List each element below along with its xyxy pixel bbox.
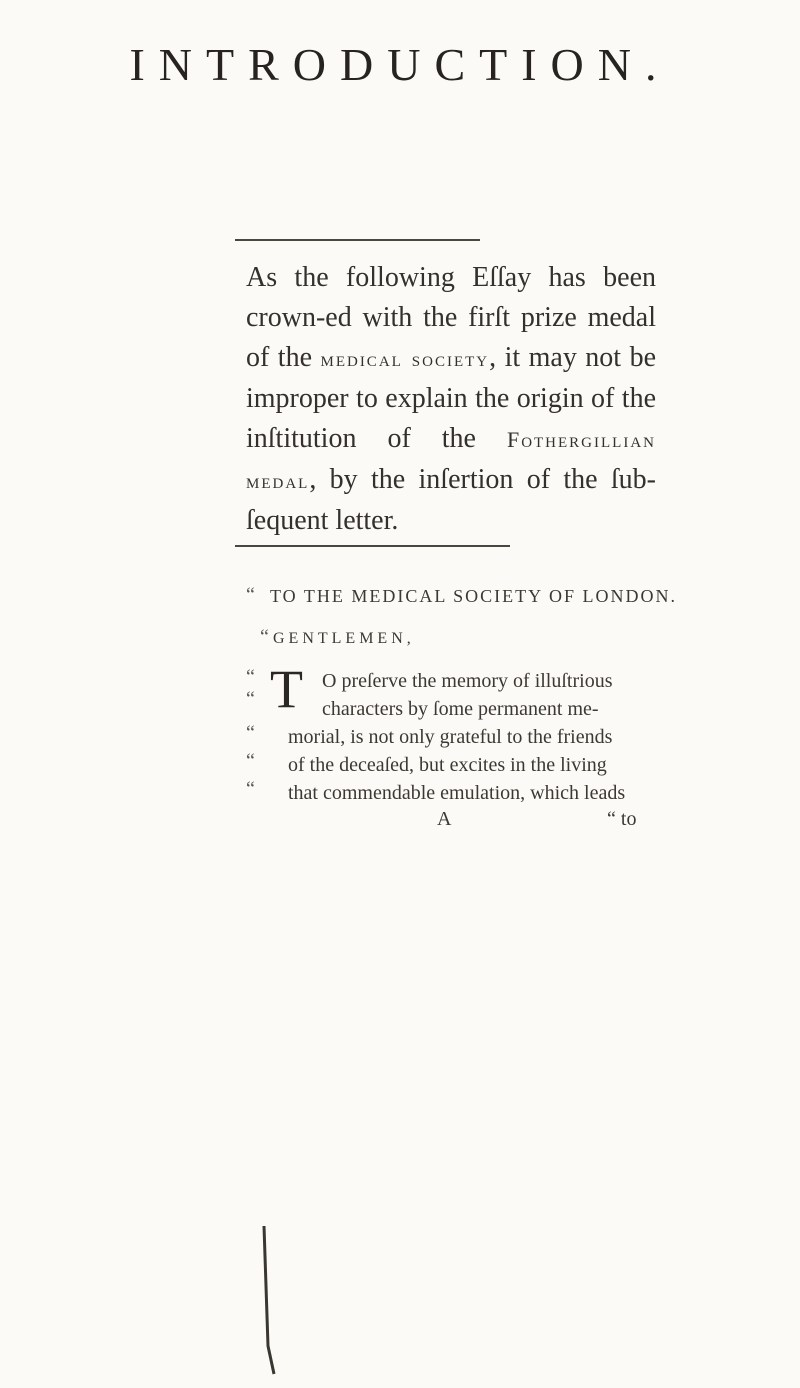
letter-line: characters by ſome permanent me-	[322, 698, 599, 720]
catchword-text: to	[620, 808, 637, 830]
intro-text-a: As the following Eſſay has been crown-ed with the firſt prize medal of the	[246, 262, 656, 373]
intro-text-c: , by the inſertion of the ſub-ſequent letter.	[246, 464, 656, 536]
quote-mark: “	[246, 750, 255, 772]
divider-top	[235, 239, 480, 241]
intro-text-b: , it may not be improper to explain the origin of the inſtitution of the	[246, 342, 656, 454]
page-title: INTRODUCTION.	[129, 39, 671, 90]
letter-line: morial, is not only grateful to the friends	[288, 726, 613, 748]
letter-line: that commendable emulation, which leads	[288, 782, 626, 804]
quote-mark: “	[260, 626, 269, 648]
intro-paragraph	[246, 258, 656, 541]
letter-line: of the deceaſed, but excites in the living	[288, 754, 607, 776]
quote-mark: “	[246, 688, 255, 710]
drop-cap: T	[270, 659, 303, 719]
quote-mark: “	[246, 584, 255, 606]
letter-salutation: GENTLEMEN,	[273, 630, 415, 647]
signature-mark: A	[437, 808, 452, 830]
catchword	[607, 808, 636, 831]
quote-mark: “	[246, 722, 255, 744]
catchword-quote: “	[607, 808, 616, 830]
intro-society: medical society	[320, 346, 490, 371]
quote-mark: “	[246, 666, 255, 688]
letter-address: TO THE MEDICAL SOCIETY OF LONDON.	[270, 586, 677, 606]
margin-ink-mark	[262, 1226, 282, 1376]
letter-line: O preſerve the memory of illuſtrious	[322, 670, 613, 692]
divider-middle	[235, 545, 510, 547]
intro-medal: Fothergillian medal	[246, 427, 656, 493]
quote-mark: “	[246, 778, 255, 800]
